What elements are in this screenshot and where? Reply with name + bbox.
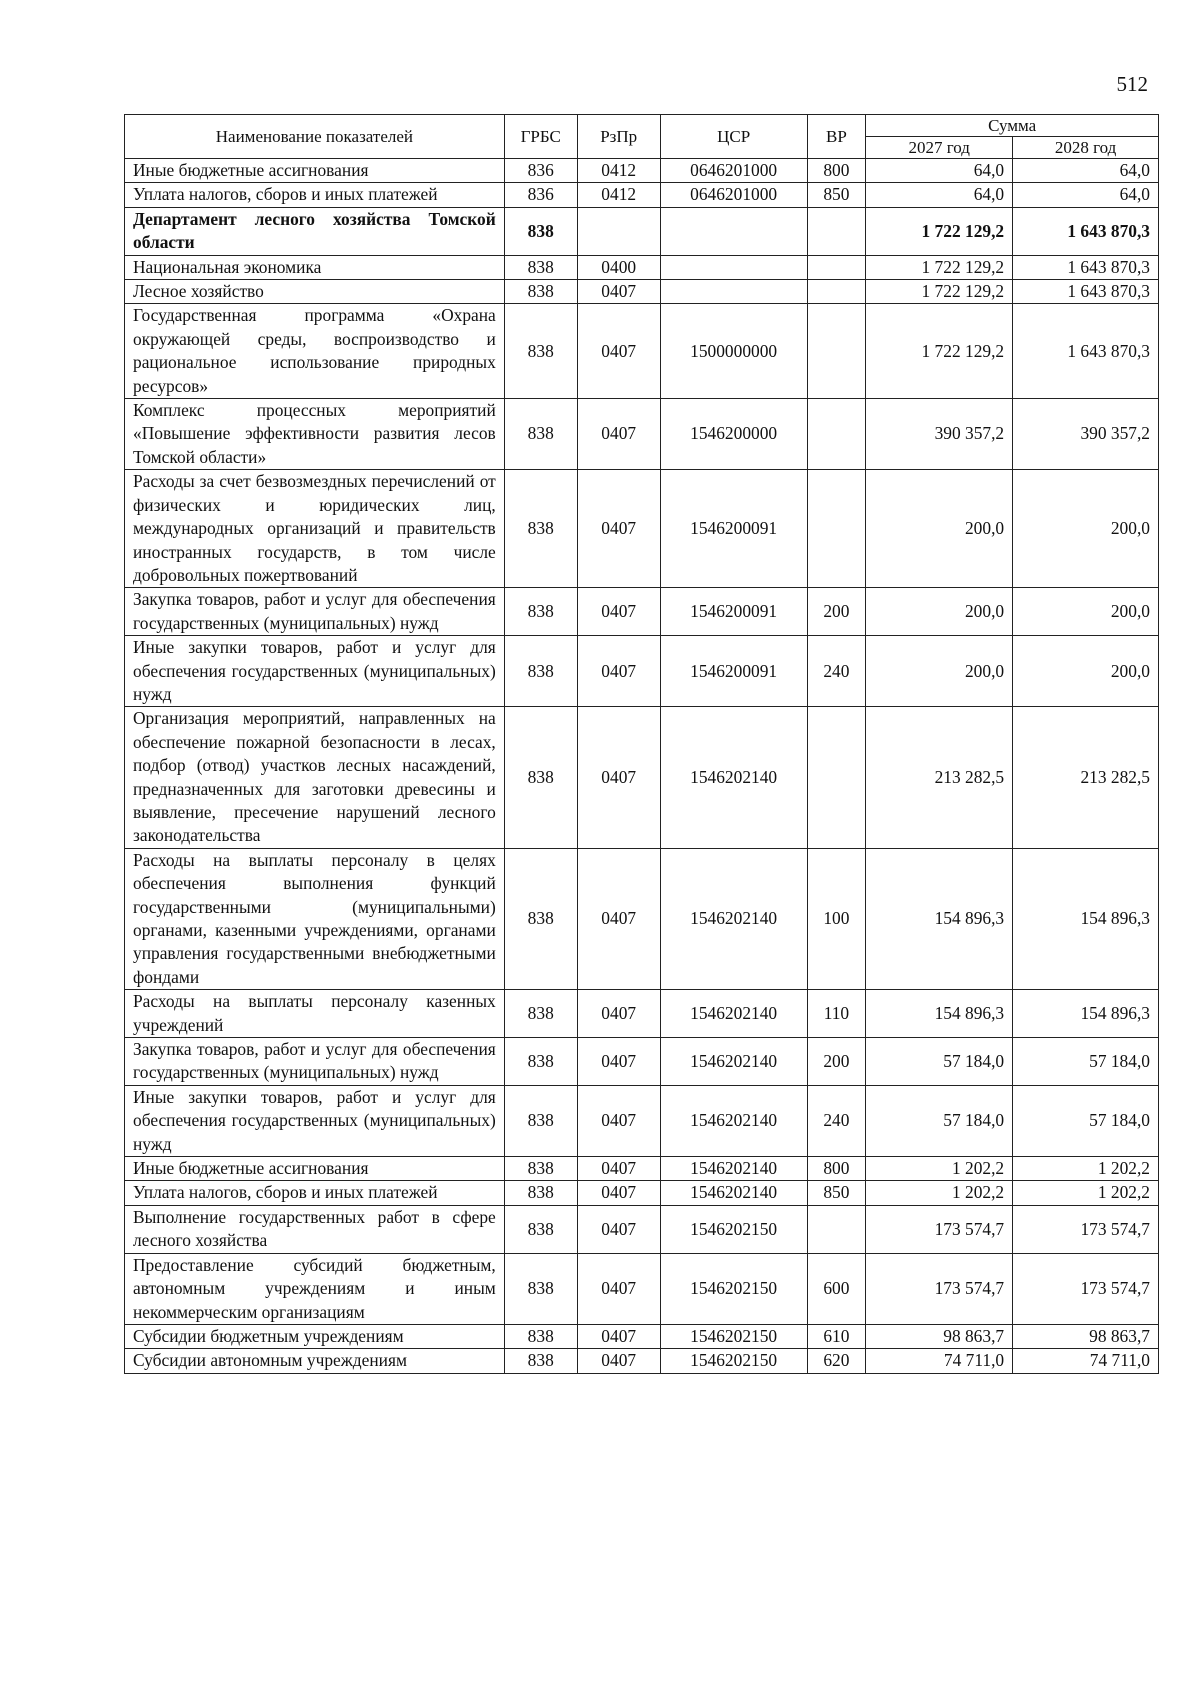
cell-rzpr: 0407 — [577, 1349, 660, 1373]
cell-name: Предоставление субсидий бюджетным, автономным учреждениям и иным некоммерческим организациям — [125, 1253, 505, 1324]
cell-csr: 1546202140 — [660, 1038, 807, 1086]
cell-2027: 213 282,5 — [866, 707, 1013, 848]
cell-2028: 200,0 — [1013, 470, 1159, 588]
table-row — [125, 304, 1159, 399]
cell-name: Субсидии бюджетным учреждениям — [125, 1324, 505, 1348]
cell-grbs: 838 — [504, 707, 577, 848]
cell-name: Расходы за счет безвозмездных перечислений от физических и юридических лиц, международных организаций и правительств иностранных государств, в том числе добровольных пожертвований — [125, 470, 505, 588]
cell-rzpr: 0407 — [577, 1085, 660, 1156]
cell-name: Субсидии автономным учреждениям — [125, 1349, 505, 1373]
table-row — [125, 159, 1159, 183]
cell-csr: 1546202150 — [660, 1349, 807, 1373]
cell-rzpr: 0407 — [577, 588, 660, 636]
cell-2027: 57 184,0 — [866, 1038, 1013, 1086]
cell-grbs: 838 — [504, 1205, 577, 1253]
cell-name: Закупка товаров, работ и услуг для обеспечения государственных (муниципальных) нужд — [125, 588, 505, 636]
cell-grbs: 838 — [504, 1085, 577, 1156]
cell-name: Расходы на выплаты персоналу казенных учреждений — [125, 990, 505, 1038]
cell-vr: 800 — [807, 159, 866, 183]
cell-rzpr: 0407 — [577, 470, 660, 588]
cell-csr: 1546202140 — [660, 1157, 807, 1181]
cell-vr — [807, 470, 866, 588]
cell-rzpr — [577, 207, 660, 255]
budget-table — [124, 114, 1159, 1374]
cell-2027: 173 574,7 — [866, 1253, 1013, 1324]
cell-csr: 1546202140 — [660, 990, 807, 1038]
table-row — [125, 1157, 1159, 1181]
cell-rzpr: 0407 — [577, 1181, 660, 1205]
cell-grbs: 838 — [504, 588, 577, 636]
table-row — [125, 588, 1159, 636]
cell-name: Уплата налогов, сборов и иных платежей — [125, 183, 505, 207]
cell-2028: 57 184,0 — [1013, 1085, 1159, 1156]
cell-vr — [807, 280, 866, 304]
cell-grbs: 836 — [504, 183, 577, 207]
cell-csr: 0646201000 — [660, 183, 807, 207]
cell-2028: 200,0 — [1013, 636, 1159, 707]
cell-2028: 173 574,7 — [1013, 1253, 1159, 1324]
header-name: Наименование показателей — [125, 115, 505, 159]
cell-vr: 850 — [807, 1181, 866, 1205]
table-row — [125, 1205, 1159, 1253]
cell-2028: 74 711,0 — [1013, 1349, 1159, 1373]
table-row — [125, 1253, 1159, 1324]
cell-2027: 64,0 — [866, 183, 1013, 207]
cell-2027: 98 863,7 — [866, 1324, 1013, 1348]
cell-grbs: 838 — [504, 399, 577, 470]
cell-2027: 200,0 — [866, 470, 1013, 588]
table-row — [125, 707, 1159, 848]
cell-2028: 1 643 870,3 — [1013, 255, 1159, 279]
cell-grbs: 838 — [504, 1157, 577, 1181]
cell-csr — [660, 207, 807, 255]
cell-name: Национальная экономика — [125, 255, 505, 279]
cell-csr: 1546202150 — [660, 1253, 807, 1324]
cell-rzpr: 0407 — [577, 636, 660, 707]
cell-vr: 600 — [807, 1253, 866, 1324]
cell-csr: 1546202140 — [660, 848, 807, 989]
cell-grbs: 836 — [504, 159, 577, 183]
cell-grbs: 838 — [504, 470, 577, 588]
cell-2028: 1 643 870,3 — [1013, 304, 1159, 399]
cell-vr: 240 — [807, 636, 866, 707]
cell-vr — [807, 1205, 866, 1253]
cell-2027: 200,0 — [866, 588, 1013, 636]
cell-name: Иные бюджетные ассигнования — [125, 1157, 505, 1181]
cell-rzpr: 0407 — [577, 1205, 660, 1253]
table-row — [125, 470, 1159, 588]
cell-grbs: 838 — [504, 255, 577, 279]
cell-vr: 850 — [807, 183, 866, 207]
cell-vr — [807, 304, 866, 399]
cell-csr: 1546202140 — [660, 1181, 807, 1205]
cell-2028: 173 574,7 — [1013, 1205, 1159, 1253]
table-header — [125, 115, 1159, 159]
header-csr: ЦСР — [660, 115, 807, 159]
cell-name: Уплата налогов, сборов и иных платежей — [125, 1181, 505, 1205]
cell-name: Департамент лесного хозяйства Томской области — [125, 207, 505, 255]
cell-csr: 1546200091 — [660, 636, 807, 707]
cell-csr: 1546200091 — [660, 470, 807, 588]
cell-rzpr: 0407 — [577, 1324, 660, 1348]
cell-name: Расходы на выплаты персоналу в целях обеспечения выполнения функций государственными (муниципальными) органами, казенными учреждениями, органами управления государственными внебюджетными фондами — [125, 848, 505, 989]
cell-rzpr: 0407 — [577, 304, 660, 399]
table-row — [125, 280, 1159, 304]
cell-2027: 154 896,3 — [866, 848, 1013, 989]
cell-name: Иные закупки товаров, работ и услуг для обеспечения государственных (муниципальных) нужд — [125, 1085, 505, 1156]
cell-csr — [660, 255, 807, 279]
table-row — [125, 1038, 1159, 1086]
cell-2027: 64,0 — [866, 159, 1013, 183]
cell-2027: 1 722 129,2 — [866, 255, 1013, 279]
header-vr: ВР — [807, 115, 866, 159]
cell-2027: 57 184,0 — [866, 1085, 1013, 1156]
header-2028: 2028 год — [1013, 137, 1159, 159]
cell-name: Организация мероприятий, направленных на обеспечение пожарной безопасности в лесах, подбор (отвод) участков лесных насаждений, предназначенных для заготовки древесины и выявление, пресечение нарушений лесного законодательства — [125, 707, 505, 848]
cell-2027: 1 202,2 — [866, 1181, 1013, 1205]
cell-grbs: 838 — [504, 280, 577, 304]
cell-2028: 200,0 — [1013, 588, 1159, 636]
table-row — [125, 990, 1159, 1038]
header-2027: 2027 год — [866, 137, 1013, 159]
table-row — [125, 848, 1159, 989]
cell-csr: 1546202140 — [660, 707, 807, 848]
cell-grbs: 838 — [504, 207, 577, 255]
cell-vr: 100 — [807, 848, 866, 989]
cell-2028: 1 202,2 — [1013, 1157, 1159, 1181]
cell-grbs: 838 — [504, 1038, 577, 1086]
cell-2028: 64,0 — [1013, 183, 1159, 207]
cell-2027: 1 722 129,2 — [866, 207, 1013, 255]
cell-2027: 74 711,0 — [866, 1349, 1013, 1373]
cell-name: Выполнение государственных работ в сфере лесного хозяйства — [125, 1205, 505, 1253]
cell-csr: 1546202150 — [660, 1205, 807, 1253]
cell-vr — [807, 207, 866, 255]
cell-csr: 1546200091 — [660, 588, 807, 636]
cell-2028: 57 184,0 — [1013, 1038, 1159, 1086]
table-row — [125, 1349, 1159, 1373]
cell-2027: 200,0 — [866, 636, 1013, 707]
header-rzpr: РзПр — [577, 115, 660, 159]
cell-2028: 390 357,2 — [1013, 399, 1159, 470]
cell-csr: 1500000000 — [660, 304, 807, 399]
cell-csr: 1546202140 — [660, 1085, 807, 1156]
page-number: 512 — [1116, 72, 1148, 96]
cell-rzpr: 0412 — [577, 183, 660, 207]
cell-2027: 1 202,2 — [866, 1157, 1013, 1181]
table-row — [125, 1085, 1159, 1156]
cell-name: Иные закупки товаров, работ и услуг для обеспечения государственных (муниципальных) нужд — [125, 636, 505, 707]
cell-name: Комплекс процессных мероприятий «Повышение эффективности развития лесов Томской области» — [125, 399, 505, 470]
cell-rzpr: 0407 — [577, 280, 660, 304]
cell-grbs: 838 — [504, 990, 577, 1038]
cell-grbs: 838 — [504, 1349, 577, 1373]
cell-rzpr: 0407 — [577, 707, 660, 848]
cell-csr: 0646201000 — [660, 159, 807, 183]
cell-vr — [807, 707, 866, 848]
cell-rzpr: 0407 — [577, 848, 660, 989]
cell-rzpr: 0407 — [577, 399, 660, 470]
cell-rzpr: 0407 — [577, 990, 660, 1038]
table-row — [125, 1181, 1159, 1205]
cell-grbs: 838 — [504, 1324, 577, 1348]
cell-vr: 240 — [807, 1085, 866, 1156]
cell-2028: 154 896,3 — [1013, 990, 1159, 1038]
cell-2027: 390 357,2 — [866, 399, 1013, 470]
cell-name: Лесное хозяйство — [125, 280, 505, 304]
cell-rzpr: 0400 — [577, 255, 660, 279]
cell-grbs: 838 — [504, 1253, 577, 1324]
cell-vr: 610 — [807, 1324, 866, 1348]
cell-rzpr: 0412 — [577, 159, 660, 183]
table-row — [125, 255, 1159, 279]
cell-grbs: 838 — [504, 848, 577, 989]
cell-vr — [807, 255, 866, 279]
cell-rzpr: 0407 — [577, 1253, 660, 1324]
header-sum: Сумма — [866, 115, 1159, 137]
cell-2027: 173 574,7 — [866, 1205, 1013, 1253]
cell-2028: 1 202,2 — [1013, 1181, 1159, 1205]
cell-2028: 64,0 — [1013, 159, 1159, 183]
cell-2027: 1 722 129,2 — [866, 280, 1013, 304]
cell-vr — [807, 399, 866, 470]
cell-2027: 154 896,3 — [866, 990, 1013, 1038]
table-row — [125, 1324, 1159, 1348]
cell-csr: 1546200000 — [660, 399, 807, 470]
cell-vr: 620 — [807, 1349, 866, 1373]
cell-grbs: 838 — [504, 304, 577, 399]
cell-2028: 213 282,5 — [1013, 707, 1159, 848]
cell-name: Иные бюджетные ассигнования — [125, 159, 505, 183]
table-row — [125, 636, 1159, 707]
cell-vr: 200 — [807, 588, 866, 636]
cell-vr: 800 — [807, 1157, 866, 1181]
table-row — [125, 399, 1159, 470]
cell-rzpr: 0407 — [577, 1157, 660, 1181]
cell-2028: 154 896,3 — [1013, 848, 1159, 989]
cell-vr: 200 — [807, 1038, 866, 1086]
cell-name: Закупка товаров, работ и услуг для обеспечения государственных (муниципальных) нужд — [125, 1038, 505, 1086]
table-body — [125, 159, 1159, 1374]
table-row — [125, 207, 1159, 255]
cell-grbs: 838 — [504, 1181, 577, 1205]
cell-grbs: 838 — [504, 636, 577, 707]
cell-2028: 98 863,7 — [1013, 1324, 1159, 1348]
table-row — [125, 183, 1159, 207]
cell-2028: 1 643 870,3 — [1013, 280, 1159, 304]
header-grbs: ГРБС — [504, 115, 577, 159]
cell-rzpr: 0407 — [577, 1038, 660, 1086]
cell-2028: 1 643 870,3 — [1013, 207, 1159, 255]
cell-csr: 1546202150 — [660, 1324, 807, 1348]
cell-2027: 1 722 129,2 — [866, 304, 1013, 399]
cell-csr — [660, 280, 807, 304]
cell-name: Государственная программа «Охрана окружающей среды, воспроизводство и рациональное использование природных ресурсов» — [125, 304, 505, 399]
cell-vr: 110 — [807, 990, 866, 1038]
